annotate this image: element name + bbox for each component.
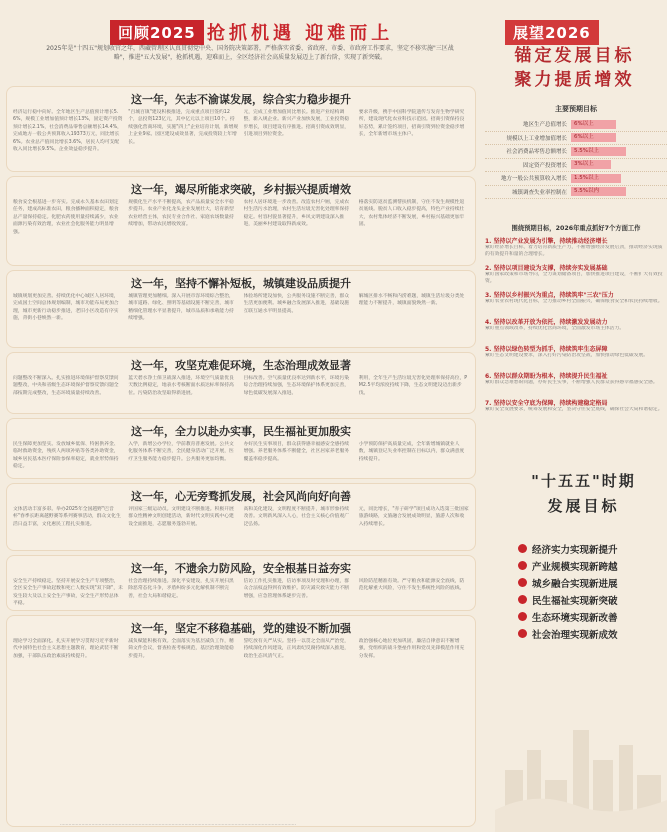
goals-list (518, 540, 667, 642)
outlook-title (482, 44, 667, 92)
task-detail: 紧盯群众急难愁盼问题，办好民生实事，不断增强人民群众获得感幸福感安全感。 (485, 380, 658, 385)
bullet-dot-icon (518, 629, 527, 638)
task-detail: 紧盯重点领域改革，持续优化营商环境，全面激发市场主体活力。 (485, 326, 625, 331)
section-title: 这一年，不遗余力防风险，安全根基日益夯实 (131, 562, 351, 575)
section-paragraph: 蓝天碧水净土保卫战深入推进，环境空气质量优良天数比例稳定，地表水考核断面水质达标率保持高位。污染防治攻坚取得新进展。 (128, 376, 234, 396)
task-title: 7. 坚持以安全守底为保障，持续构建稳定格局 (485, 400, 608, 407)
task-title: 6. 坚持以群众期盼为根本，持续提升民生福祉 (485, 373, 608, 380)
section-paragraph: 风险防范精准有效。严守粮食和能源安全底线，防范化解重大风险，守住不发生系统性风险的底线。 (358, 579, 465, 592)
review-section (6, 483, 476, 551)
bullet-dot-icon (518, 561, 527, 570)
section-paragraph: 小学预防保护高质量完成，全年新增城镇就业人数，城镇登记失业率控制在目标以内，群众满意度持续提升。 (358, 442, 465, 462)
section-paragraph: 利用，全年生产生活垃圾无害化处理率保持高位，PM2.5平均浓度持续下降，生态文明建设迈出新步伐。 (358, 376, 468, 396)
target-label: 地区生产总值增长 (522, 122, 567, 129)
task-detail: 紧盯安全发展要求，统筹发展和安全，坚决守住安全底线，确保社会大局和谐稳定。 (485, 407, 663, 412)
target-bar: 1.5%以上 (571, 174, 621, 183)
plan-title-line2: 发展目标 (547, 497, 620, 515)
target-bar: 6%以上 (571, 133, 616, 142)
section-paragraph: 社会治理持续推进。深化平安建设，扎实开展扫黑除恶常态化斗争，矛盾纠纷多元化解机制不断完善，社会大局和谐稳定。 (128, 579, 234, 599)
task-item (485, 263, 667, 285)
section-columns (7, 576, 475, 608)
target-bar: 3%以上 (571, 160, 611, 169)
task-detail: 紧盯生态文明建设要求，深入打好污染防治攻坚战，加快推动绿色低碳发展。 (485, 353, 649, 358)
section-paragraph: "百城百镇"建设积极推进，完成重点项目签约12个，总投资123亿元，其中亿元以上项目10个。持续强化营商环境，实施"四上"企业培育计划，新增规上企业9家。园区建设成效显著，完成投资较上年增长。 (128, 110, 239, 145)
section-title: 这一年，坚定不移稳基础，党的建设不断加强 (131, 622, 351, 635)
task-item (485, 317, 667, 339)
target-bar: 5.5%以上 (571, 147, 626, 156)
goal-text: 城乡融合实现新进展 (532, 578, 618, 590)
task-item (485, 290, 667, 312)
section-columns (7, 636, 475, 660)
section-paragraph: 农村人居环境进一步改善。改造农村户厕，完成农村生活污水治理，农村生活垃圾无害化处理率保持稳定。村容村貌显著提升，乡风文明建设深入推进，美丽乡村建设取得新成效。 (243, 200, 350, 228)
task-item (485, 398, 667, 420)
section-paragraph: 入学，新增公办学位，学前教育普惠发展。公共文化服务体系不断完善，全民健身活动广泛开展，医疗卫生服务能力稳步提升。公共服务更加均衡。 (128, 442, 234, 462)
section-columns (7, 373, 475, 397)
review-section (6, 270, 476, 348)
target-label: 地方一般公共预算收入增长 (500, 176, 567, 183)
task-title: 2. 坚持以项目建设为支撑，持续夯实发展基础 (485, 265, 608, 272)
section-paragraph: 城镇规划更加完善。持续优化中心城区人居环境，完成国土空间总体规划编制，城市功能布局更加合理，城市更新行动稳步推进，老旧小区改造有序实施，背街小巷焕然一新。 (13, 294, 119, 322)
section-title: 这一年，心无旁骛抓发展，社会风尚向好向善 (131, 490, 351, 503)
section-paragraph: 要求升级，携手中国科学院遗传与发育生物学研究所，建设现代化农业科技示范园。招商引资保持良好态势，累计签约项目，招商引资到位资金稳步增长，全年新增市场主体户。 (358, 110, 465, 138)
section-paragraph: 评国家三级运动员。文明建设不断推进。积极开展群众性精神文明创建活动，新时代文明实践中心建设全面推进，志愿服务蓬勃开展。 (128, 507, 234, 527)
task-title: 4. 坚持以改革开放为依托，持续激发发展动力 (485, 319, 608, 326)
targets-rows (485, 118, 667, 199)
section-paragraph: 城镇管理更加精细。深入开展市容环境综合整治，城市道路、绿化、照明等基础设施不断完善，城市精细化管理水平显著提升，城市品质和承载能力持续增强。 (128, 294, 234, 322)
goal-item (518, 540, 667, 557)
goal-text: 民生福祉实现新突破 (532, 595, 618, 607)
section-paragraph: 解城区排水不畅和内涝难题，城镇生活垃圾分类处理能力不断提升，城镇面貌焕然一新。 (358, 294, 465, 307)
goal-item (518, 557, 667, 574)
bullet-dot-icon (518, 578, 527, 587)
task-detail: 紧盯国家政策和市场导向，全力谋划储备项目，加快推进项目建设，不断扩大有效投资。 (485, 272, 663, 284)
target-bar: 5.5%以内 (571, 187, 626, 196)
outlook-title-line2: 聚力提质增效 (514, 70, 635, 90)
bullet-dot-icon (518, 595, 527, 604)
bullet-dot-icon (518, 544, 527, 553)
goal-item (518, 608, 667, 625)
section-paragraph: 元，完成工业增加值同比增长。推进产业结构调整，新入规企业。新兴产业加快发展，工业投资稳步增长，项目建设有序推进。招商引资成效明显，引进项目到位资金。 (243, 110, 350, 138)
section-paragraph: 减负赋能积极有效。全面落实为基层减负工作，精简文件会议，督查检查考核规范，基层治理效能稳步提升。 (128, 639, 234, 659)
review-section (6, 352, 476, 414)
section-title: 这一年，攻坚克难促环境，生态治理成效显著 (131, 359, 351, 372)
plan-title-line1: "十五五"时期 (531, 472, 636, 490)
section-title: 这一年，坚持不懈补短板，城镇建设品质提升 (131, 277, 351, 290)
section-paragraph: 粮食安全根基进一步夯实。完成永久基本农田划定任务，建成高标准农田，粮食播种面积稳定，粮食总产量保持稳定。化肥农药使用量持续减少，农业面源污染有效治理，农业社会化服务能力明显增强。 (13, 200, 119, 235)
section-paragraph: 问题整改不断深入。扎实推进环境保护督察反馈问题整改，中央和省级生态环境保护督察反馈问题全部按期完成整改，生态环境质量持续改善。 (13, 376, 119, 396)
target-row (485, 172, 667, 186)
section-paragraph: 经济运行稳中向好。全年地区生产总值预计增长5.6%，规模工业增加值预计增长13%，固定资产投资预计增长2.1%，社会消费品零售总额增长14.4%，完成地方一般公共预算收入19373万元，同比增长6%。农业总产值同比增长3.6%，居民人均可支配收入同比增长9.5%。企业效益稳步提升。 (13, 110, 123, 153)
plan-title (500, 470, 667, 516)
bullet-dot-icon (518, 612, 527, 621)
review-section (6, 86, 476, 172)
target-label: 社会消费品零售总额增长 (506, 149, 567, 156)
target-row (485, 186, 667, 200)
target-row (485, 132, 667, 146)
section-title: 这一年，竭尽所能求突破，乡村振兴提质增效 (131, 183, 351, 196)
outlook-title-line1: 锚定发展目标 (514, 46, 635, 66)
section-paragraph: 民生保障更加坚实。发放城乡低保、特困供养金、临时救助资金，残疾人两项补贴等各类补助资金，城乡居民基本医疗保险参保率稳定，就业形势保持稳定。 (13, 442, 119, 470)
goal-item (518, 625, 667, 642)
tasks-items (485, 236, 667, 420)
section-title: 这一年，全力以赴办实事，民生福祉更加殷实 (131, 425, 351, 438)
section-columns (7, 197, 475, 236)
section-paragraph: 安全生产持续稳定。坚持开展安全生产专项整治，全区安全生产事故起数和死亡人数实现"双下降"，未发生较大及以上安全生产事故，安全生产形势总体平稳。 (13, 579, 123, 607)
footer-strip: ····································································································································································· (60, 823, 297, 828)
review-2025-tag: 回顾2025 (110, 20, 204, 45)
section-paragraph: 规模化生产水平不断提高，农产品质量安全水平稳步提升。农业产业化龙头企业发展壮大，培育新型农业经营主体，农民专业合作社、家庭农场数量持续增加，带动农民增收致富。 (128, 200, 234, 228)
section-paragraph: 理论学习全面深化。扎实开展学习贯彻习近平新时代中国特色社会主义思想主题教育，理论武装不断加强，干部队伍政治素质持续提升。 (13, 639, 119, 659)
review-slogan: 抢抓机遇 迎难而上 (207, 23, 394, 44)
tasks-title: 围绕预期目标，2026年重点抓好7个方面工作 (511, 225, 641, 232)
review-section (6, 176, 476, 266)
goal-item (518, 574, 667, 591)
target-row (485, 159, 667, 173)
section-columns (7, 107, 475, 153)
section-paragraph: 文体活动丰富多彩。举办2025年全国越野"巴音杯"春季长距离越野赛等系列赛事活动，群众文化生活日益丰富，文化惠民工程扎实推进。 (13, 507, 121, 527)
targets-title: 主要预期目标 (555, 105, 597, 113)
target-label: 城镇调查失业率控制在 (511, 189, 567, 196)
section-columns (7, 439, 475, 471)
section-paragraph: 高和美化建设，文明程度不断提升，城市形象持续改善。文明新风深入人心，社会主义核心价值观广泛弘扬。 (243, 507, 350, 527)
goal-text: 生态环境实现新改善 (532, 612, 618, 624)
section-paragraph: 信访工作扎实推进，信访事项及时受理和办理，群众合法权益得到有效维护。防灾减灾救灾能力不断增强，应急管理体系逐步完善。 (243, 579, 350, 599)
section-paragraph: 政治强核心地位更加巩固，廉洁自律意识不断增强，党组织的战斗堡垒作用和党员先锋模范作用充分发挥。 (358, 639, 465, 659)
target-label: 固定资产投资增长 (522, 162, 567, 169)
review-intro: 2025年是"十四五"规划收官之年，西藏管理区认真贯彻党中央、国务院决策部署，严格落实省委、省政府、市委、市政府工作要求，坚定不移实施"三区战略"，推进"五大发展"，抢抓机遇，迎难而上，全区经济社会高质量发展迈上了新台阶，实现了新突破。 (46, 45, 454, 61)
target-row (485, 145, 667, 159)
section-paragraph: 元，同比增长，"赤子研学"项目成功入选第三批国家旅游线路，文旅融合发展成效明显，旅游人次和收入持续增长。 (358, 507, 469, 527)
goal-text: 社会治理实现新成效 (532, 629, 618, 641)
goal-text: 经济实力实现新提升 (532, 544, 618, 556)
goal-text: 产业规模实现新跨越 (532, 561, 618, 573)
section-paragraph: 格落实防返贫监测帮扶机制，守住不发生规模性返贫底线。脱贫人口收入稳步提高，特色产业持续壮大，农村集体经济不断发展，乡村振兴基础更加牢固。 (358, 200, 465, 228)
task-detail: 紧盯农业农村现代化目标，全力推动乡村全面振兴，确保粮食安全和农民持续增收。 (485, 299, 663, 304)
target-row (485, 118, 667, 132)
outlook-2026-tag: 展望2026 (505, 20, 599, 45)
targets-table (485, 104, 667, 199)
section-paragraph: 目标改善。空气质量优良率达到新水平，环境污染综合治理持续加强，生态环境保护体系更加完善，绿色低碳发展深入推进。 (243, 376, 350, 396)
task-item (485, 371, 667, 393)
task-item (485, 236, 667, 258)
target-label: 规模以上工业增加值增长 (506, 135, 567, 142)
section-paragraph: 体验场所建设加快，公共服务设施不断完善，群众生活更加便利。城乡融合发展深入推进，基础设施互联互通水平明显提高。 (243, 294, 350, 314)
section-columns (7, 504, 475, 528)
section-title: 这一年，矢志不渝谋发展，综合实力稳步提升 (131, 93, 351, 106)
review-section (6, 418, 476, 479)
target-bar: 6%以上 (571, 120, 616, 129)
city-illustration (495, 660, 667, 832)
task-title: 1. 坚持以产业发展为引擎，持续推动经济增长 (485, 238, 608, 245)
tasks-list (485, 223, 667, 425)
review-section (6, 615, 476, 827)
goal-item (518, 591, 667, 608)
task-title: 5. 坚持以绿色转型为抓手，持续筑牢生态屏障 (485, 346, 608, 353)
task-title: 3. 坚持以乡村振兴为重点，持续筑牢"三农"压力 (485, 292, 614, 299)
review-section (6, 555, 476, 611)
task-item (485, 344, 667, 366)
task-detail: 紧盯经济增长目标，着力培育新质生产力，不断增强经济发展后劲，推动经济实现质的有效提升和量的合理增长。 (485, 245, 663, 257)
section-paragraph: 誓吃放有关严从实。坚持一以贯之全面从严治党，持续深化作风建设，正风肃纪反腐持续深入推进，政治生态风清气正。 (243, 639, 350, 659)
section-paragraph: 办好民生实事项目，群众获得感幸福感安全感持续增强。养老服务体系不断健全，社区居家养老服务覆盖率稳步提高。 (243, 442, 350, 462)
section-columns (7, 291, 475, 323)
